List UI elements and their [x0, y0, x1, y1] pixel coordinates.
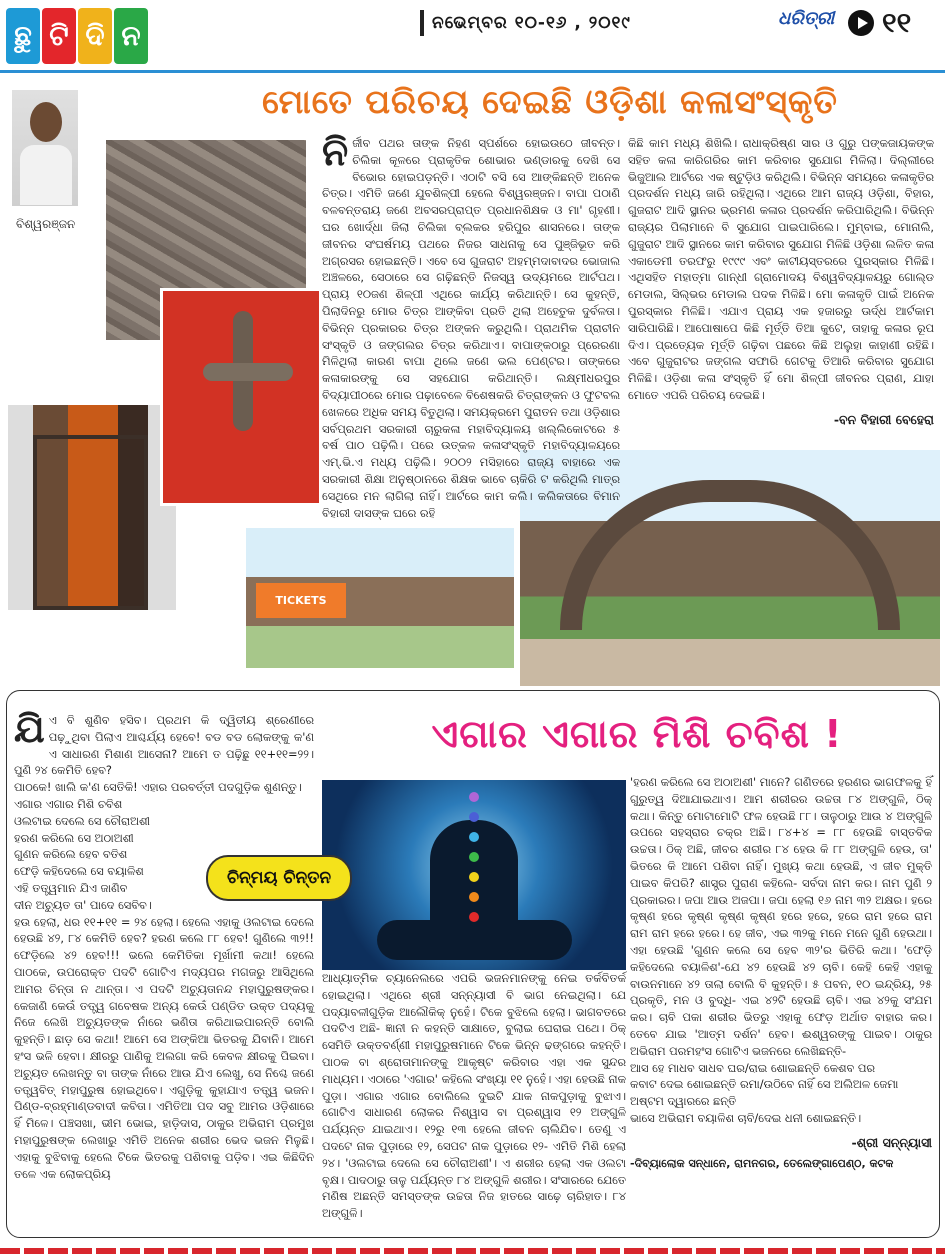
verse-line: କବାଟ ଦେଇ ଶୋଇଛନ୍ତି ରମା/ଉଠିବେ ନାହିଁ ସେ ଅଲିଅଳ ଜେମା: [630, 1077, 899, 1092]
kiosk-sign: TICKETS: [256, 583, 346, 618]
poem-line: ଗୁଣନ କରିଲେ ହେବ ବତିଶ: [14, 847, 128, 862]
issue-date: ନଭେମ୍ବର ୧୦-୧୬ , ୨୦୧୯: [420, 10, 631, 36]
chakra-dot: [469, 792, 479, 802]
page-header: [0, 0, 945, 75]
verse-line: ଆସ ହେ ମାଧବ ସାଧବ ଘର/ରାଇ ଶୋଇଛନ୍ତି କେଶବ ପର: [630, 1060, 876, 1075]
article2-body: 'ହରଣ କରିଲେ ସେ ଅଠାଅଶୀ' ମାନେ? ଗଣିତରେ ହରଣର ଭାଗଫଳକୁ ହିଁ ଗୁରୁତ୍ୱ ଦିଆଯାଇଥାଏ। ଆମ ଶରୀରର ଉଚ୍ଚତା ୮୪ ଅଙ୍ଗୁଳି, ଠିକ୍ କଥା। କିନ୍ତୁ ମୋଟାମୋଟି ଫଳ ହେଉଛି ୮୮। ତାଳୁଠାରୁ ଆଉ ୪ ଅଙ୍ଗୁଳି ଉପରେ ସହସ୍ରାର ଚକ୍ର ଅଛି। ୮୪+୪ = ୮୮ ହେଉଛି ବାସ୍ତବିକ ଉଚ୍ଚତା। ଠିକ୍ ଅଛି, ଜୀବର ଶରୀର ୮୪ ହେଉ କି ୮୮ ଅଙ୍ଗୁଳି ହେଉ, ତା' ଭିତରେ କି ଆମେ ପଶିବା ନାହିଁ। ମୁଖ୍ୟ କଥା ହେଉଛି, ଏ ଜୀବ ମୁକ୍ତି ପାଇବ କିପରି? ଶାସ୍ତ୍ର ପୁରାଣ କହିଲେ- ସର୍ବଦା ନାମ କର। ନାମ ପୁଣି ୨ ପ୍ରକାରର। ଜପା ଆଉ ଅଜପା। ଜପା ହେଲା ୧୬ ନାମ ୩୨ ଅକ୍ଷର। ହରେ କୃଷ୍ଣ ହରେ କୃଷ୍ଣ କୃଷ୍ଣ କୃଷ୍ଣ ହରେ ହରେ, ହରେ ରାମ ହରେ ରାମ ରାମ ରାମ ହରେ ହରେ। ହେ ଜୀବ, ଏଇ ୩୨କୁ ମନେ ମନେ ଗୁଣି ହେଉଥା। ଏହା ହେଉଛି 'ଗୁଣନ କଲେ ସେ ହେବ ୩୨'ର ଭିତିରି କଥା। 'ଫେଡ଼ି କହିଦେଲେ ବୟାଳିଶ'-ଯେ ୪୨ ହେଉଛି ୪୨ ଚାବି। କେହି କେହି ଏହାକୁ ବାଉନମାନେ ୪୨ ତାଲା ବୋଲି ବି କୁହନ୍ତି। ୫ ପବନ, ୧୦ ଇନ୍ଦ୍ରିୟ, ୨୫ ପ୍ରକୃତି, ମନ ଓ ବୁଦ୍ଧି- ଏଇ ୪୨ଟି ହେଉଛି ଚାବି। ଏଇ ୪୨କୁ ସଂଯମ କର। ଚାବି ପକା ଶରୀର ଭିତରୁ ଏହାକୁ ଫେଡ଼ ଅର୍ଥାତ ବାହାର କର। ତେବେ ଯାଇ 'ଆତ୍ମ ଦର୍ଶନ' ହେବ। ଈଶ୍ୱରଙ୍କୁ ପାଇବ। ଠାକୁର ଅଭିରାମ ପରମହଂସ ଗୋଟିଏ ଭଜନରେ ଲେଖିଛନ୍ତି-: [630, 775, 932, 1058]
poem-line: ଏଗାର ଏଗାର ମିଶି ଚବିଶ: [14, 796, 123, 811]
footer-divider: [0, 1248, 945, 1254]
verse-line: ଭାସେ ଅଭିରାମ ବୟାଳିଶ ଚାବି/ଦେଇ ଧନୀ ଶୋଇଛନ୍ତି।: [630, 1110, 862, 1125]
poem-line: ପାଠକେ! ଖାଲି କ'ଣ ସେତିକି! ଏହାର ପରବର୍ତ୍ତୀ ପଦଗୁଡ଼ିକ ଶୁଣନ୍ତୁ।: [14, 780, 302, 795]
chakra-dot: [469, 852, 479, 862]
page-number: ୧୧: [882, 6, 912, 39]
article2-address: -ଦିବ୍ୟାଲୋକ ସନ୍ଧାନେ, ରାମନଗର, ତେଲେଙ୍ଗାପେଣ୍ଠ, କଟକ: [630, 1156, 894, 1170]
painted-door-photo: [8, 405, 176, 610]
meditation-chakra-image: [322, 780, 626, 970]
article2-column-3: [630, 774, 932, 1172]
dropcap: ଯି: [14, 707, 45, 751]
article1-body: ର୍ଜୀବ ପଥର ତାଙ୍କ ନିହଣ ସ୍ପର୍ଶରେ ହୋଇଉଠେ ଜୀବନ୍ତ। ଚିଲିକା କୂଳରେ ପ୍ରାକୃତିକ ଶୋଭାର ଭଣ୍ଡାରକୁ ଦେଖି ସେ ବିଭୋର ହୋଇପଡ଼ନ୍ତି। ଏଠାଟି ବସି ସେ ଆଙ୍କିଛନ୍ତି ଅନେକ ଚିତ୍ର। ଏମିତି ଜଣେ ଯୁବଶିଳ୍ପୀ ହେଲେ ବିଶ୍ୱରଞ୍ଜନ। ବାପା ପଠାଣି ବଳବନ୍ତରାୟ ଜଣେ ଅବସରପ୍ରାପ୍ତ ପ୍ରଧାନଶିକ୍ଷକ ଓ ମା' ଗୃହଣୀ। ଘର ଖୋର୍ଦ୍ଧା ଜିଲା ଚିଲିକା ବ୍ଲକର ହରିପୁର ଶାସନରେ। ତାଙ୍କ ଜୀବନର ସଂଘର୍ଷମୟ ପଥରେ ନିଜର ସାଧନାକୁ ସେ ପୁଞ୍ଜିଭୂତ କରି ଅଗ୍ରସର ହୋଇଛନ୍ତି। ଏବେ ସେ ଗୁଜରାଟ ଅହମ୍ମଦାବାଦର ଭୋଜାଲ ଅଞ୍ଚଳରେ, ସେଠାରେ ସେ ଗଢ଼ିଛନ୍ତି ନିଜସ୍ୱ ଉଦ୍ୟମରେ ଆର୍ଟପଥ। ପ୍ରାୟ ୧୦ଜଣ ଶିଳ୍ପୀ ଏଥିରେ କାର୍ଯ୍ୟ କରିଥାନ୍ତି। ସେ କୁହନ୍ତି, ପିଲାଦିନରୁ ମୋର ଚିତ୍ର ଆଙ୍କିବା ପ୍ରତି ଥିଲା ଅହେତୁକ ଦୁର୍ବଳତା। ବିଭିନ୍ନ ପ୍ରକାରର ଚିତ୍ର ଅଙ୍କନ କରୁଥିଲି। ପ୍ରାଥମିକ ପ୍ରାଚୀନ ସଂସ୍କୃତି ଓ ଜଙ୍ଗଲର ଚିତ୍ର କରିଥାଏ। ବାପାଙ୍କଠାରୁ ପ୍ରେରଣା ମିଳିଥିଲା କାରଣ ବାପା ଥିଲେ ଜଣେ ଭଲ ପେଣ୍ଟର। ତାଙ୍କରେ କଳାକାରଙ୍କୁ ସେ ସହଯୋଗ କରିଥାନ୍ତି। ଲକ୍ଷ୍ମୀଧରପୁର ବିଦ୍ୟାପୀଠରେ ମୋର ପଢ଼ାବେଳେ ବିଶେଷକରି ଚିତ୍ରାଙ୍କନ ଓ ଫୁଟବଲ ଖେଳରେ ଅଧିକ ସମୟ ବିତୁଥିଲା। ସମୟକ୍ରମେ ପୁରାତନ ତଥା ଓଡ଼ିଶାର ସର୍ବପ୍ରଥମ ସରକାରୀ ଚାରୁକଳା ମହାବିଦ୍ୟାଳୟ ଖଲ୍ଲିକୋଟରେ ୫ ବର୍ଷ ପାଠ ପଢ଼ିଲି। ପରେ ଉତ୍କଳ କଳାସଂସ୍କୃତି ମହାବିଦ୍ୟାଳୟରେ ଏମ୍‌.ଭି.ଏ ମଧ୍ୟ ପଢ଼ିଲି। ୨୦୦୨ ମସିହାରେ ରାଜ୍ୟ ବାହାରେ ଏକ ସରକାରୀ ଶିକ୍ଷା ଅନୁଷ୍ଠାନରେ ଶିକ୍ଷକ ଭାବେ ଚାକିରି ଟ କରିଥିଲି ମାତ୍ର ସେଥିରେ ମନ ଲାଗିଲା ନାହିଁ। ଆର୍ଟରେ କାମ କଲି। କଲିକତାରେ ବିମାନ ବିହାରୀ ଦାସଙ୍କ ଘରେ ରହି: [322, 136, 620, 520]
chakra-dot: [469, 832, 479, 842]
article1-column-2: [628, 135, 934, 429]
article1-column-1: [322, 130, 620, 521]
verse-line: ଅଷ୍ଟମ ଦ୍ୱାରରେ ଛନ୍ତି: [630, 1094, 737, 1109]
play-icon: [848, 10, 874, 36]
poem-line: ଫେଡ଼ି କହିଦେଲେ ସେ ବୟାଳିଶ: [14, 864, 144, 879]
header-divider: [0, 70, 945, 73]
masthead-tile: ଛୁ: [6, 8, 40, 64]
poem-line: ଓଲଟାଇ ଦେଲେ ସେ ଚୌରାଅଶୀ: [14, 813, 150, 828]
brand-logo: ଧରିତ୍ରୀ: [778, 8, 835, 29]
article1-byline: -ବନ ବିହାରୀ ବେହେରା: [833, 411, 934, 427]
poem-line: ଦୀନ ଅଚ୍ୟୁତ ତା' ପାଦେ ସେବିବ।: [14, 897, 152, 912]
article2-column-1: [14, 707, 314, 1182]
author-caption: ବିଶ୍ୱରଞ୍ଜନ: [16, 217, 76, 231]
masthead-tile: ଟି: [42, 8, 76, 64]
dropcap: ନି: [322, 130, 349, 174]
article2-intro: ଏ ବି ଶୁଣିବ ହସିବ। ପ୍ରଥମ କି ଦ୍ୱିତୀୟ ଶ୍ରେଣୀରେ ପଢ଼ୁଥିବା ପିଲାଏ ଆଶ୍ଚର୍ଯ୍ୟ ହେବେ! ବଡ ବଡ ଲୋକଙ୍କୁ କ'ଣ ଏ ସାଧାରଣ ମିଶାଣ ଆସେନା? ଆମେ ତ ପଢ଼ିଛୁ ୧୧+୧୧=୨୨। ପୁଣି ୨୪ କେମିତି ହେବ?: [14, 713, 314, 778]
article2-byline: -ଶ୍ରୀ ସନ୍ନ୍ୟାସୀ: [851, 1134, 932, 1150]
author-photo: [12, 90, 78, 206]
column-sticker: ଚିନ୍ମୟ ଚିନ୍ତନ: [206, 855, 352, 901]
chakra-dot: [469, 912, 479, 922]
article2-body: ହଉ ହେଲା, ଧର ୧୧+୧୧ = ୨୪ ହେଲା। ହେଲେ ଏହାକୁ ଓଲଟାଇ ଦେଲେ ହେଉଛି ୪୨, ୮୪ କେମିତି ହେବ? ହରଣ କଲେ ୮୮ ହେବ! ଗୁଣିଲେ ୩୨!! ଫେଡ଼ିଲେ ୪୨ ହେବ!!! ଭଲେ କେମିତିକା ମୂର୍ଖାମୀ କଥା! ହେଲେ ପାଠକେ, ଉପରୋକ୍ତ ପଦଟି ଗୋଟିଏ ମଦ୍ୟପର ମଗଜରୁ ଆସିଥିଲେ ଆମର ଚିନ୍ତା ନ ଥାନ୍ତା। ଏ ପଦଟି ଅଚ୍ୟୁତାନନ୍ଦ ମହାପୁରୁଷଙ୍କର। କେଜାଣି କେଉଁ ତତ୍ତ୍ୱ ଗବେଷକ ଅନ୍ୟ କେଉଁ ପଣ୍ଡିତ ଉକ୍ତ ପଦ୍ୟକୁ ନିଜେ ଲେଖି ଅଚ୍ୟୁତଙ୍କ ନାଁରେ ଭଣିତା କରିଥାଇପାରନ୍ତି ବୋଲି କୁହନ୍ତି। ଛାଡ଼ ସେ କଥା! ଆମେ ସେ ଅଙ୍କିଆ ଭିତରକୁ ଯିବାନି। ଆମେ ହଂସ ଭଳି ହେବା। କ୍ଷୀରରୁ ପାଣିକୁ ଅଲଗା କରି କେବଳ କ୍ଷୀରକୁ ପିଇବା। ଅଚ୍ୟୁତ ଲେଖନ୍ତୁ ବା ତାଙ୍କ ନାଁରେ ଆଉ ଯିଏ ଲେଖୁ, ସେ ନିଶ୍ଚେ ଜଣେ ତତ୍ତ୍ୱବିତ୍ ମହାପୁରୁଷ ହୋଇଥିବେ। ଏଗୁଡ଼ିକୁ କୁହାଯାଏ ତତ୍ତ୍ୱ ଭଜନ। ପିଣ୍ଡ-ବ୍ରହ୍ମାଣ୍ଡବାଦୀ କବିତା। ଏମିତିଆ ପଦ ସବୁ ଆମର ଓଡ଼ିଶାରେ ହିଁ ମିଳେ। ପଞ୍ଚସଖା, ଭୀମ ଭୋଇ, ହାଡ଼ିଦାସ, ଠାକୁର ଅଭିରାମ ପ୍ରମୁଖ ମହାପୁରୁଷଙ୍କ ଲେଖାରୁ ଏମିତି ଅନେକ ଶରୀର ଭେଦ ଭଜନ ମିଳୁଛି। ଏହାକୁ ବୁଝିବାକୁ ହେଲେ ଟିକେ ଭିତରକୁ ପଶିବାକୁ ପଡ଼ିବ। ଏଇ କିଛିଦିନ ତଳେ ଏକ ଲୋକପ୍ରିୟ: [14, 914, 314, 1181]
poem-line: ହରଣ କରିଲେ ସେ ଅଠାଅଶୀ: [14, 830, 134, 845]
article1-body: କିଛି କାମ ମଧ୍ୟ ଶିଖିଲି। ରାଧାକ୍ରିଷ୍ଣ ସାର ଓ ଗୁରୁ ପଙ୍କଜାୟକଙ୍କ ସହିତ କଳା କାରିଗରିର କାମ କରିବାର ସୁଯୋଗ ମିଳିଲା। ଦିଲ୍ଲୀରେ ଭିଜୁଆଲ ଆର୍ଟରେ ଏକ ଷ୍ଟୁଡ଼ିଓ କରିଥିଲି। ବିଭିନ୍ନ ସମୟରେ କଳାକୃତିର ପ୍ରଦର୍ଶନ ମଧ୍ୟ ଜାରି ରହିଥିଲା। ଏଥିରେ ଆମ ରାଜ୍ୟ ଓଡ଼ିଶା, ବିହାର, ଗୁଜରାଟ ଆଦି ସ୍ଥାନର ଭ୍ରମଣ କଳାର ପ୍ରଦର୍ଶନ କରିପାରିଥିଲି। ବିଭିନ୍ନ ରାଜ୍ୟର ପିଲାମାନେ ବି ସୁଯୋଗ ପାଇପାରିଲେ। ମୁମ୍ବାଇ, ମୋନାଲି, ଗୁଜୁରାଟ ଆଦି ସ୍ଥାନରେ କାମ କରିବାର ସୁଯୋଗ ମିଳିଛି ଓଡ଼ିଶା ଲଳିତ କଳା ଏକାଡେମୀ ତରଫରୁ ୧୯୯୯ ଏବଂ କାଟୀୟସ୍ତରରେ ପୁରସ୍କାର ମିଳିଛି। ଏଥିସହିତ ମହାତ୍ମା ଗାନ୍ଧୀ ଗ୍ରାମୋଦୟ ବିଶ୍ୱବିଦ୍ୟାଳୟରୁ ଗୋଲ୍ଡ ମେଡାଲ, ସିଲ୍ଭର ମେଡାଲ ପଦକ ମିଳିଛି। ମୋ କଳାକୃତି ପାଇଁ ଅନେକ ପୁରସ୍କାର ମିଳିଛି। ଏଯାଏ ପ୍ରାୟ ଏକ ହଜାରରୁ ଊର୍ଦ୍ଧ ଆର୍ଟକାମ ସାରିପାରିଛି। ଆପୋଷାପେ କିଛି ମୂର୍ତ୍ତି ତିଆ କୁଟେ, ତାହାକୁ କଳାର ରୂପ ଦିଏ। ପ୍ରତ୍ୟେକ ମୂର୍ତ୍ତି ଗଢ଼ିବା ପଛରେ କିଛି ଅଲୁହା କାହାଣୀ ରହିଛି। ଏବେ ଗୁଜୁରାଟର ଜଙ୍ଗଲ ସଫାରି ଗେଟକୁ ତିଆରି କରିବାର ସୁଯୋଗ ମିଳିଛି। ଓଡ଼ିଶା କଳା ସଂସ୍କୃତି ହିଁ ମୋ ଶିଳ୍ପୀ ଜୀବନର ପ୍ରାଣ, ଯାହା ମୋତେ ଏପରି ପରିଚୟ ଦେଇଛି।: [628, 136, 934, 402]
article1-headline: ମୋତେ ପରିଚୟ ଦେଇଛି ଓଡ଼ିଶା କଳାସଂସ୍କୃତି: [262, 82, 838, 121]
article2-column-2: [322, 970, 626, 1222]
chakra-dot: [469, 872, 479, 882]
safari-ticket-kiosk-photo: [246, 528, 514, 668]
masthead-tile: ନ: [114, 8, 148, 64]
masthead-tile: ଦି: [78, 8, 112, 64]
article2-headline: ଏଗାର ଏଗାର ମିଶି ଚବିଶ !: [431, 712, 843, 756]
chakra-dot: [469, 812, 479, 822]
article2-body: ଆଧ୍ୟାତ୍ମିକ ଚ୍ୟାନେଲରେ ଏପରି ଭଜନମାନଙ୍କୁ ନେଇ ତର୍କବିତର୍କ ହୋଇଥିଲା। ଏଥିରେ ଶ୍ରୀ ସନ୍ନ୍ୟାସୀ ବି ଭାଗ ନେଇଥିଲା। ଯେ ପଦ୍ୟାବଳୀଗୁଡ଼ିକ ଆଲୌକିକ୍ ନୁହେଁ। ଟିକେ ବୁଝିଲେ ହେଲା। ଭାଗବତରେ ପଦଟିଏ ଅଛି- ଜ୍ଞାନୀ ନ କହନ୍ତି ସାକ୍ଷାତେ, ବୁଲାଇ ଘେରାଇ ପଥେ। ଠିକ୍ ସେମିତି ଉକ୍ତବର୍ଣ୍ଣୀ ମହାପୁରୁଷମାନେ ଟିକେ ଭିନ୍ନ ଢଙ୍ଗରେ କହନ୍ତି। ପାଠକ ବା ଶ୍ରୋତାମାନଙ୍କୁ ଆକୃଷ୍ଟ କରିବାର ଏହା ଏକ ସୁନ୍ଦର ମାଧ୍ୟମ। ଏଠାରେ 'ଏଗାର' କହିଲେ ସଂଖ୍ୟା ୧୧ ନୁହେଁ। ଏହା ହେଉଛି ନାକ ପୁଡ଼ା। ଏଗାର ଏଗାର ବୋଲିଲେ ଦୁଇଟି ଯାକ ନାକପୁଡ଼ାକୁ ବୁଝାଏ। ଗୋଟିଏ ସାଧାରଣ ଲୋକର ନିଶ୍ୱାସ ବା ପ୍ରଶ୍ୱାସ ୧୨ ଅଙ୍ଗୁଳି ପର୍ଯ୍ୟନ୍ତ ଯାଇଥାଏ। ୧୨ରୁ ୧୩ ହେଲେ ଜୀବନ ଚାଲିଯିବ। ତେଣୁ ଏ ପଦଟେ ନାକ ପୁଡ଼ାରେ ୧୨, ସେପଟ ନାକ ପୁଡ଼ାରେ ୧୨- ଏମିତି ମିଶି ହେଲା ୨୪। 'ଓଲଟାଇ ଦେଲେ ସେ ଚୌରାଅଶୀ'। ଏ ଶରୀର ହେଲା ଏକ ଓଲଟା ବୃକ୍ଷ। ପାଦଠାରୁ ତାଳୁ ପର୍ଯ୍ୟନ୍ତ ୮୪ ଅଙ୍ଗୁଳି ଶରୀର। ସଂସାରରେ ଯେତେ ମଣିଷ ଅଛନ୍ତି ସମସ୍ତଙ୍କ ଉଚ୍ଚତା ନିଜ ହାତରେ ସାଢ଼େ ଚାରିହାତ। ୮୪ ଅଙ୍ଗୁଳି।: [322, 971, 626, 1221]
poem-line: ଏହି ତତ୍ତ୍ୱମାନ ଯିଏ ଜାଣିବ: [14, 880, 128, 895]
red-wall-sculpture-photo: [160, 288, 322, 506]
chakra-dot: [469, 892, 479, 902]
